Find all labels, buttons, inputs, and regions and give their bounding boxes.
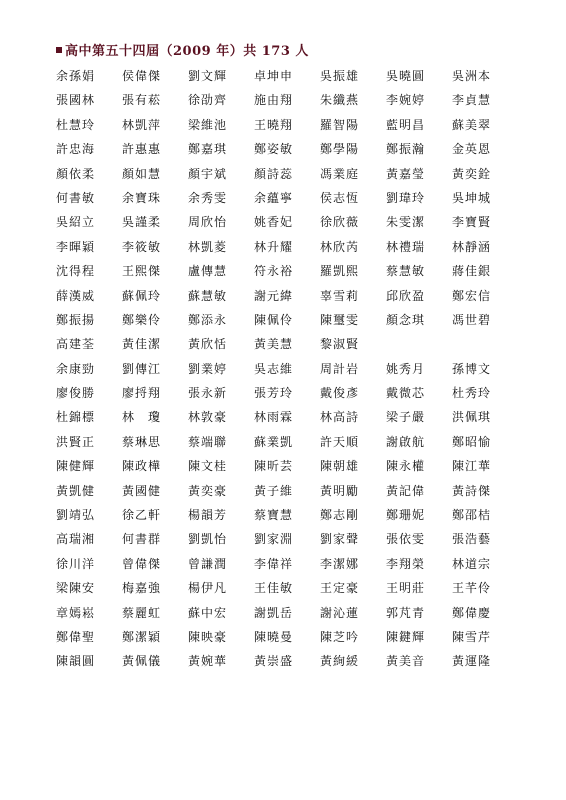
student-name: 李寶賢 — [452, 215, 492, 230]
student-name: 林凱菱 — [188, 239, 228, 254]
student-name: 林雨霖 — [254, 410, 294, 425]
student-name: 黃美音 — [386, 654, 426, 669]
student-name: 蔡端聯 — [188, 434, 228, 449]
student-name: 黃國健 — [122, 483, 162, 498]
student-name: 鄭樂伶 — [122, 312, 162, 327]
student-name: 黃記偉 — [386, 483, 426, 498]
student-name: 何書群 — [122, 532, 162, 547]
student-name: 周欣怡 — [188, 215, 228, 230]
student-name: 馮世碧 — [452, 312, 492, 327]
student-name: 鄭姿敏 — [254, 142, 294, 157]
student-name: 羅智陽 — [320, 117, 360, 132]
student-name: 高建荃 — [56, 337, 96, 352]
student-name: 黃婉華 — [188, 654, 228, 669]
student-name: 周計岩 — [320, 361, 360, 376]
name-group — [56, 357, 516, 674]
student-name: 陳政樺 — [122, 459, 162, 474]
student-name: 黃佳潔 — [122, 337, 162, 352]
student-name: 廖俊勝 — [56, 386, 96, 401]
student-name: 黃運隆 — [452, 654, 492, 669]
document-title-text: 高中第五十四屆（2009 年）共 173 人 — [65, 44, 309, 59]
student-name: 余寶珠 — [122, 190, 162, 205]
student-name: 鄭添永 — [188, 312, 228, 327]
student-name: 梅嘉強 — [122, 581, 162, 596]
student-name: 邱欣盈 — [386, 288, 426, 303]
student-name: 何書敏 — [56, 190, 96, 205]
student-name: 黃美慧 — [254, 337, 294, 352]
student-name: 鄭宏信 — [452, 288, 492, 303]
student-name: 梁陳安 — [56, 581, 96, 596]
student-name: 卓坤申 — [254, 69, 294, 83]
student-name: 梁維池 — [188, 117, 228, 132]
student-name: 吳曉圓 — [386, 69, 426, 83]
student-name: 蔡慧敏 — [386, 264, 426, 279]
student-name: 鄭學陽 — [320, 142, 360, 157]
student-name: 陳曉曼 — [254, 629, 294, 644]
square-bullet-icon — [56, 47, 62, 53]
student-name: 林凱萍 — [122, 117, 162, 132]
student-name: 陳昕芸 — [254, 459, 294, 474]
student-name: 林欣芮 — [320, 239, 360, 254]
student-name: 鄭志剛 — [320, 508, 360, 523]
student-name: 戴微芯 — [386, 386, 426, 401]
student-name: 許忠海 — [56, 142, 96, 157]
student-name: 蘇中宏 — [188, 605, 228, 620]
student-name: 羅凱熙 — [320, 264, 360, 279]
document-title — [56, 40, 309, 59]
student-name: 許惠惠 — [122, 142, 162, 157]
student-name: 鄭邵桔 — [452, 508, 492, 523]
student-name: 黃凱健 — [56, 483, 96, 498]
student-name: 王定豪 — [320, 581, 360, 596]
student-name: 陳佩伶 — [254, 312, 294, 327]
student-name: 孫博文 — [452, 361, 492, 376]
student-name: 謝沁蓮 — [320, 605, 360, 620]
student-name: 蔡麗虹 — [122, 605, 162, 620]
student-name: 陳鍵輝 — [386, 629, 426, 644]
student-name: 劉瑋玲 — [386, 190, 426, 205]
student-name: 吳紹立 — [56, 215, 96, 230]
student-name: 余康勁 — [56, 361, 96, 376]
student-name: 鄭偉慶 — [452, 605, 492, 620]
student-name: 林敦豪 — [188, 410, 228, 425]
student-name: 洪佩琪 — [452, 410, 492, 425]
student-name: 薛漢威 — [56, 288, 96, 303]
student-name: 楊伊凡 — [188, 581, 228, 596]
student-name: 廖捋翔 — [122, 386, 162, 401]
student-name: 朱纖燕 — [320, 93, 360, 108]
student-name: 符永裕 — [254, 264, 294, 279]
student-name: 施由翔 — [254, 93, 294, 108]
student-name: 鄭昭愉 — [452, 434, 492, 449]
student-name: 章嫣崧 — [56, 605, 96, 620]
student-name: 林靜涵 — [452, 239, 492, 254]
student-name: 黃欣恬 — [188, 337, 228, 352]
student-name: 余蘊寧 — [254, 190, 294, 205]
student-name: 王芊伶 — [452, 581, 492, 596]
student-name: 許天順 — [320, 434, 360, 449]
student-name: 張浩藝 — [452, 532, 492, 547]
student-name: 蘇業凱 — [254, 434, 294, 449]
student-name: 鄭振揚 — [56, 312, 96, 327]
student-name: 劉傳江 — [122, 361, 162, 376]
student-name: 戴俊彥 — [320, 386, 360, 401]
student-name: 顏宇斌 — [188, 166, 228, 181]
student-name: 蘇慧敏 — [188, 288, 228, 303]
student-name: 陳永權 — [386, 459, 426, 474]
student-name: 陳雪芹 — [452, 629, 492, 644]
student-name: 李婉婷 — [386, 93, 426, 108]
student-name: 侯偉傑 — [122, 69, 162, 83]
student-name: 吳謹柔 — [122, 215, 162, 230]
student-name: 張永新 — [188, 386, 228, 401]
student-name: 蔣佳銀 — [452, 264, 492, 279]
student-name: 辜雪莉 — [320, 288, 360, 303]
student-name: 陳璽雯 — [320, 312, 360, 327]
name-group — [56, 64, 516, 357]
student-name: 黎淑賢 — [320, 337, 360, 352]
student-name: 劉靖弘 — [56, 508, 96, 523]
student-name: 謝凱岳 — [254, 605, 294, 620]
student-name: 張有菘 — [122, 93, 162, 108]
student-name: 鄭潔穎 — [122, 629, 162, 644]
student-name: 蔡琳思 — [122, 434, 162, 449]
student-name: 劉文輝 — [188, 69, 228, 83]
student-name: 林 瓊 — [122, 410, 162, 425]
student-name: 吳志維 — [254, 361, 294, 376]
student-name: 張依雯 — [386, 532, 426, 547]
student-name: 顏如慧 — [122, 166, 162, 181]
student-name: 陳健輝 — [56, 459, 96, 474]
student-name: 高瑞湘 — [56, 532, 96, 547]
student-name: 馮業庭 — [320, 166, 360, 181]
student-name: 吳坤城 — [452, 190, 492, 205]
student-name: 朱雯潔 — [386, 215, 426, 230]
student-name: 杜秀玲 — [452, 386, 492, 401]
student-name: 李暉穎 — [56, 239, 96, 254]
student-name: 杜錦標 — [56, 410, 96, 425]
student-name: 王佳敏 — [254, 581, 294, 596]
student-name: 杜慧玲 — [56, 117, 96, 132]
student-name: 鄭珊妮 — [386, 508, 426, 523]
student-name: 顏依柔 — [56, 166, 96, 181]
student-name: 張芳玲 — [254, 386, 294, 401]
student-name: 陳映豪 — [188, 629, 228, 644]
student-name: 黃絢緩 — [320, 654, 360, 669]
student-name: 劉家淵 — [254, 532, 294, 547]
student-name: 李筱敏 — [122, 239, 162, 254]
student-name: 黃佩儀 — [122, 654, 162, 669]
student-name: 顏詩蕊 — [254, 166, 294, 181]
student-name: 林升耀 — [254, 239, 294, 254]
name-roster — [56, 64, 516, 674]
student-name: 蘇佩玲 — [122, 288, 162, 303]
student-name: 劉凱怡 — [188, 532, 228, 547]
student-name: 曾偉傑 — [122, 556, 162, 571]
student-name: 曾謙潤 — [188, 556, 228, 571]
student-name: 盧傳慧 — [188, 264, 228, 279]
student-name: 鄭嘉琪 — [188, 142, 228, 157]
student-name: 李翔榮 — [386, 556, 426, 571]
student-name: 李潔娜 — [320, 556, 360, 571]
student-name: 陳韻圓 — [56, 654, 96, 669]
student-name: 梁子嚴 — [386, 410, 426, 425]
student-name: 張國林 — [56, 93, 96, 108]
student-name: 陳芝吟 — [320, 629, 360, 644]
student-name: 王明莊 — [386, 581, 426, 596]
student-name: 徐乙軒 — [122, 508, 162, 523]
student-name: 蔡寶慧 — [254, 508, 294, 523]
student-name: 徐劭齊 — [188, 93, 228, 108]
student-name: 黃明勵 — [320, 483, 360, 498]
student-name: 郭芃青 — [386, 605, 426, 620]
student-name: 徐川洋 — [56, 556, 96, 571]
student-name: 陳江華 — [452, 459, 492, 474]
student-name: 姚秀月 — [386, 361, 426, 376]
student-name: 鄭振瀚 — [386, 142, 426, 157]
student-name: 黃崇盛 — [254, 654, 294, 669]
student-name: 顏念琪 — [386, 312, 426, 327]
student-name: 藍明昌 — [386, 117, 426, 132]
student-name: 吳振雄 — [320, 69, 360, 83]
student-name: 謝啟航 — [386, 434, 426, 449]
student-name: 王熙傑 — [122, 264, 162, 279]
student-name: 林禮瑞 — [386, 239, 426, 254]
student-name: 林道宗 — [452, 556, 492, 571]
student-name: 李偉祥 — [254, 556, 294, 571]
student-name: 余孫娟 — [56, 69, 96, 83]
student-name: 徐欣薇 — [320, 215, 360, 230]
student-name: 沈得程 — [56, 264, 96, 279]
student-name: 劉家聲 — [320, 532, 360, 547]
student-name: 蘇美翠 — [452, 117, 492, 132]
student-name: 姚香妃 — [254, 215, 294, 230]
student-name: 黃詩傑 — [452, 483, 492, 498]
student-name: 侯志恆 — [320, 190, 360, 205]
student-name: 謝元緯 — [254, 288, 294, 303]
student-name: 黃嘉瑩 — [386, 166, 426, 181]
student-name: 金英恩 — [452, 142, 492, 157]
student-name: 黃子維 — [254, 483, 294, 498]
student-name: 洪賢正 — [56, 434, 96, 449]
student-name: 陳文桂 — [188, 459, 228, 474]
student-name: 陳朝雄 — [320, 459, 360, 474]
student-name: 黃奕豪 — [188, 483, 228, 498]
student-name: 林高詩 — [320, 410, 360, 425]
student-name: 余秀雯 — [188, 190, 228, 205]
student-name: 楊韻芳 — [188, 508, 228, 523]
student-name: 王曉翔 — [254, 117, 294, 132]
student-name: 黃奕銓 — [452, 166, 492, 181]
student-name: 鄭偉聖 — [56, 629, 96, 644]
student-name: 劉業婷 — [188, 361, 228, 376]
student-name: 李貞慧 — [452, 93, 492, 108]
student-name: 吳洲本 — [452, 69, 492, 83]
